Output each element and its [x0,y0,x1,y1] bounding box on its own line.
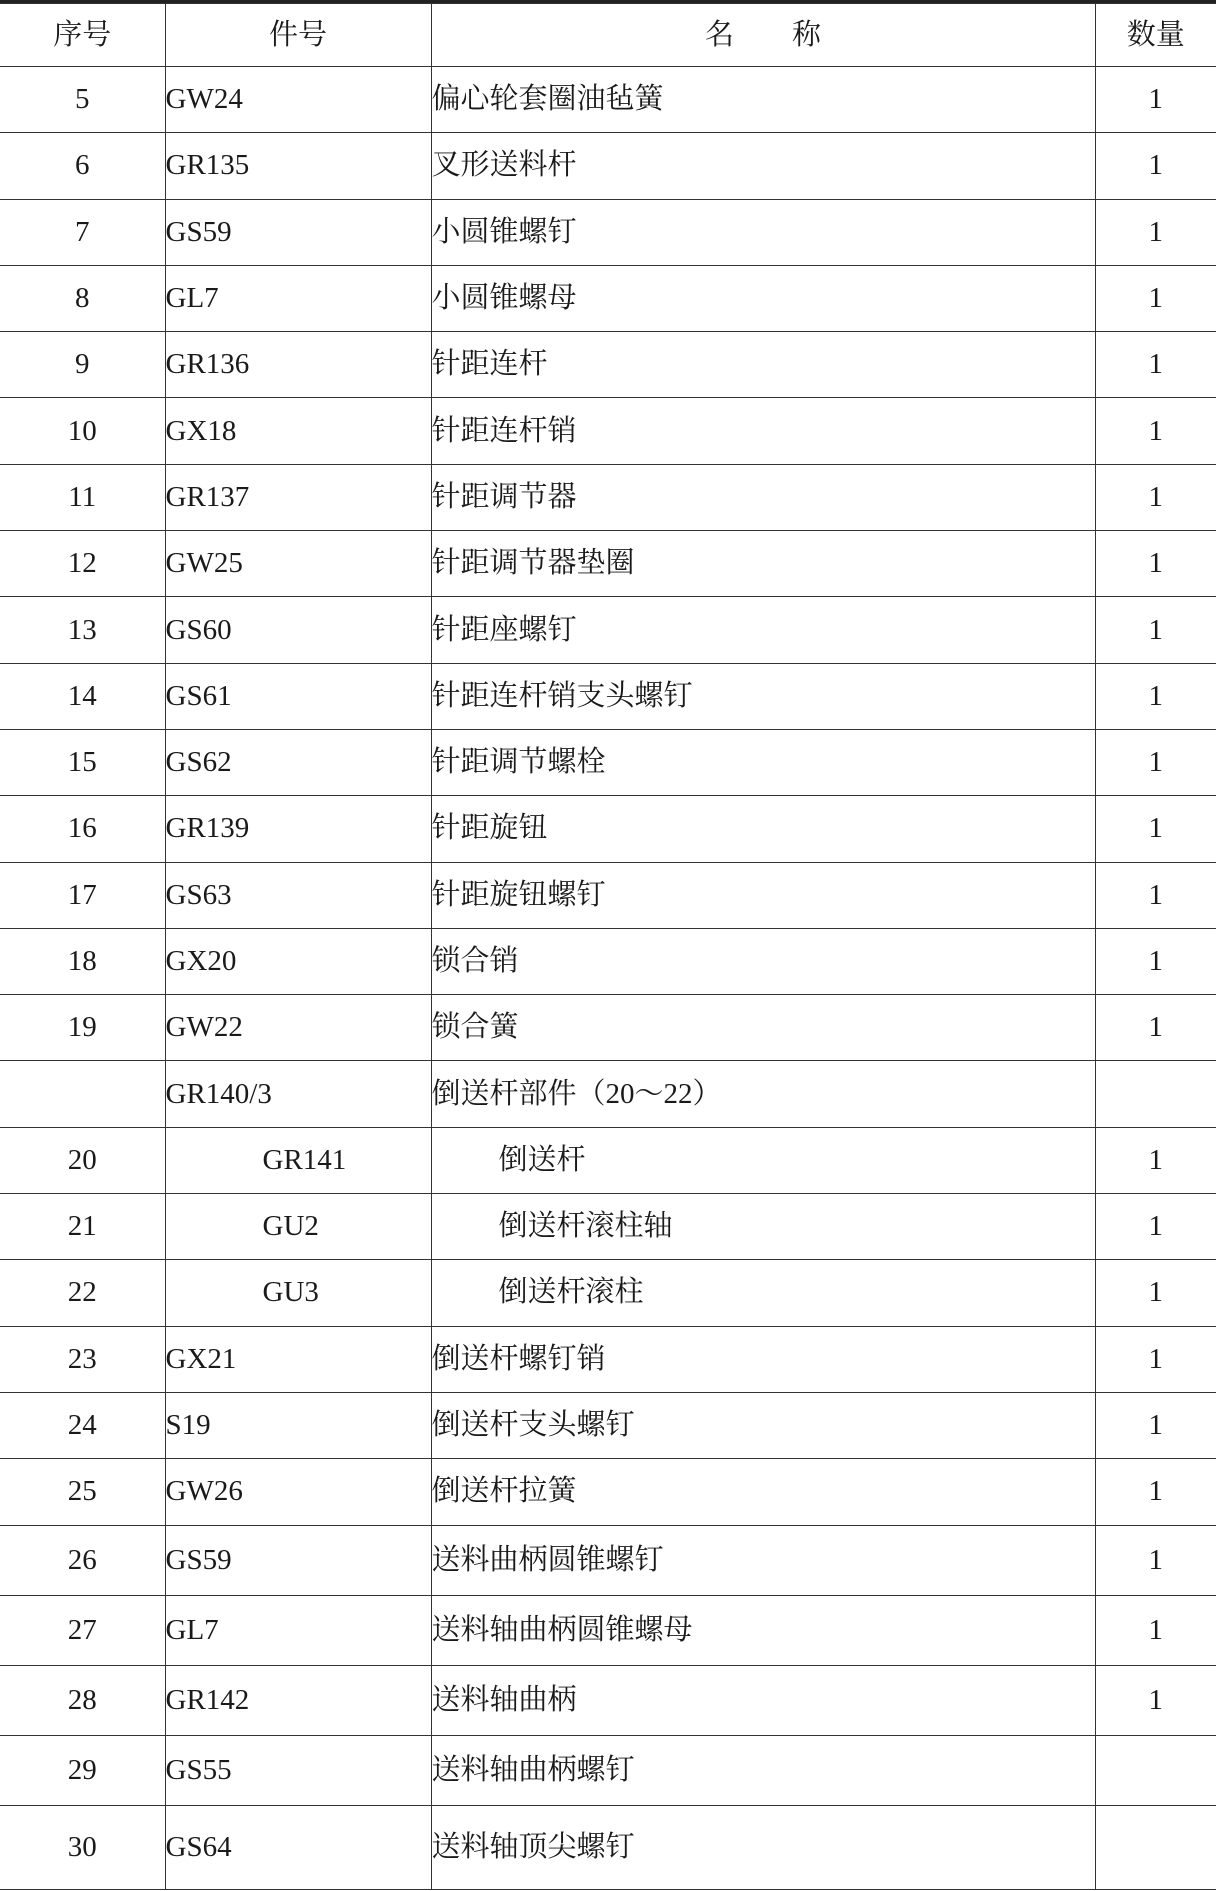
table-row [0,1127,1216,1193]
cell-seq: 10 [0,398,165,464]
cell-part-no: GU3 [165,1260,431,1326]
cell-part-no: GR135 [165,133,431,199]
cell-part-no: GW26 [165,1459,431,1525]
cell-seq: 21 [0,1194,165,1260]
cell-qty: 1 [1095,597,1216,663]
cell-name: 锁合簧 [431,995,1095,1061]
cell-seq [0,1061,165,1127]
cell-qty: 1 [1095,1260,1216,1326]
cell-seq: 26 [0,1525,165,1595]
header-name: 名 称 [431,4,1095,67]
table-row [0,464,1216,530]
cell-seq: 15 [0,729,165,795]
cell-qty: 1 [1095,133,1216,199]
table-row [0,1326,1216,1392]
cell-name: 倒送杆支头螺钉 [431,1392,1095,1458]
cell-name: 针距连杆销 [431,398,1095,464]
cell-qty [1095,1061,1216,1127]
cell-name: 倒送杆滚柱 [431,1260,1095,1326]
cell-qty: 1 [1095,1525,1216,1595]
cell-seq: 8 [0,265,165,331]
cell-name: 送料曲柄圆锥螺钉 [431,1525,1095,1595]
cell-qty [1095,1805,1216,1889]
table-body [0,67,1216,1890]
cell-qty: 1 [1095,199,1216,265]
cell-seq: 19 [0,995,165,1061]
table-row [0,1525,1216,1595]
cell-seq: 9 [0,332,165,398]
table-row [0,67,1216,133]
cell-seq: 11 [0,464,165,530]
cell-qty: 1 [1095,265,1216,331]
cell-name: 针距连杆 [431,332,1095,398]
table-row [0,663,1216,729]
table-row [0,531,1216,597]
cell-name: 针距座螺钉 [431,597,1095,663]
cell-part-no: GS64 [165,1805,431,1889]
cell-part-no: GU2 [165,1194,431,1260]
cell-qty: 1 [1095,1326,1216,1392]
header-row [0,4,1216,67]
header-seq: 序号 [0,4,165,67]
cell-part-no: GW25 [165,531,431,597]
cell-seq: 29 [0,1735,165,1805]
cell-name: 送料轴曲柄螺钉 [431,1735,1095,1805]
cell-part-no: GS59 [165,1525,431,1595]
cell-seq: 6 [0,133,165,199]
cell-qty: 1 [1095,67,1216,133]
header-part-no: 件号 [165,4,431,67]
header-qty: 数量 [1095,4,1216,67]
table-row [0,1735,1216,1805]
cell-qty: 1 [1095,398,1216,464]
cell-part-no: GX21 [165,1326,431,1392]
cell-part-no: GL7 [165,1595,431,1665]
cell-part-no: GR139 [165,796,431,862]
cell-part-no: GR137 [165,464,431,530]
table-row [0,1392,1216,1458]
cell-part-no: GR140/3 [165,1061,431,1127]
cell-part-no: S19 [165,1392,431,1458]
cell-qty: 1 [1095,995,1216,1061]
cell-name: 送料轴曲柄 [431,1665,1095,1735]
cell-name: 倒送杆部件（20～22） [431,1061,1095,1127]
cell-name: 针距调节器垫圈 [431,531,1095,597]
cell-name: 针距旋钮 [431,796,1095,862]
cell-name: 小圆锥螺钉 [431,199,1095,265]
cell-part-no: GR136 [165,332,431,398]
cell-name: 小圆锥螺母 [431,265,1095,331]
cell-part-no: GW22 [165,995,431,1061]
cell-seq: 30 [0,1805,165,1889]
cell-seq: 14 [0,663,165,729]
cell-qty: 1 [1095,663,1216,729]
table-row [0,928,1216,994]
cell-qty: 1 [1095,862,1216,928]
table-row [0,1459,1216,1525]
cell-part-no: GS60 [165,597,431,663]
parts-list-table [0,3,1216,1890]
cell-qty: 1 [1095,531,1216,597]
cell-qty: 1 [1095,1665,1216,1735]
cell-seq: 28 [0,1665,165,1735]
table-row [0,1805,1216,1889]
cell-name: 针距连杆销支头螺钉 [431,663,1095,729]
cell-qty: 1 [1095,1392,1216,1458]
cell-name: 倒送杆滚柱轴 [431,1194,1095,1260]
cell-seq: 23 [0,1326,165,1392]
cell-part-no: GS59 [165,199,431,265]
table-row [0,1061,1216,1127]
cell-seq: 5 [0,67,165,133]
cell-name: 偏心轮套圈油毡簧 [431,67,1095,133]
table-row [0,133,1216,199]
cell-qty: 1 [1095,1595,1216,1665]
cell-seq: 12 [0,531,165,597]
cell-qty: 1 [1095,729,1216,795]
cell-qty: 1 [1095,332,1216,398]
cell-name: 送料轴曲柄圆锥螺母 [431,1595,1095,1665]
cell-part-no: GS62 [165,729,431,795]
table-row [0,862,1216,928]
cell-part-no: GX20 [165,928,431,994]
cell-seq: 24 [0,1392,165,1458]
table-row [0,1595,1216,1665]
table-row [0,332,1216,398]
cell-part-no: GL7 [165,265,431,331]
cell-part-no: GR141 [165,1127,431,1193]
table-row [0,1260,1216,1326]
cell-seq: 7 [0,199,165,265]
cell-seq: 20 [0,1127,165,1193]
table-row [0,729,1216,795]
cell-seq: 22 [0,1260,165,1326]
cell-name: 倒送杆螺钉销 [431,1326,1095,1392]
table-row [0,995,1216,1061]
cell-name: 针距调节器 [431,464,1095,530]
cell-part-no: GX18 [165,398,431,464]
table-row [0,597,1216,663]
cell-part-no: GS55 [165,1735,431,1805]
table-row [0,265,1216,331]
cell-part-no: GS61 [165,663,431,729]
cell-seq: 25 [0,1459,165,1525]
table-row [0,1665,1216,1735]
table-row [0,796,1216,862]
cell-qty: 1 [1095,1194,1216,1260]
cell-qty: 1 [1095,1459,1216,1525]
cell-seq: 27 [0,1595,165,1665]
cell-name: 倒送杆 [431,1127,1095,1193]
cell-name: 送料轴顶尖螺钉 [431,1805,1095,1889]
cell-name: 针距调节螺栓 [431,729,1095,795]
cell-name: 针距旋钮螺钉 [431,862,1095,928]
cell-seq: 16 [0,796,165,862]
table-row [0,1194,1216,1260]
table-row [0,199,1216,265]
cell-name: 倒送杆拉簧 [431,1459,1095,1525]
cell-name: 锁合销 [431,928,1095,994]
cell-seq: 18 [0,928,165,994]
table-row [0,398,1216,464]
cell-qty: 1 [1095,928,1216,994]
cell-name: 叉形送料杆 [431,133,1095,199]
cell-qty: 1 [1095,1127,1216,1193]
cell-part-no: GR142 [165,1665,431,1735]
cell-seq: 13 [0,597,165,663]
cell-part-no: GW24 [165,67,431,133]
cell-qty [1095,1735,1216,1805]
cell-part-no: GS63 [165,862,431,928]
table-header [0,4,1216,67]
cell-qty: 1 [1095,464,1216,530]
cell-qty: 1 [1095,796,1216,862]
cell-seq: 17 [0,862,165,928]
